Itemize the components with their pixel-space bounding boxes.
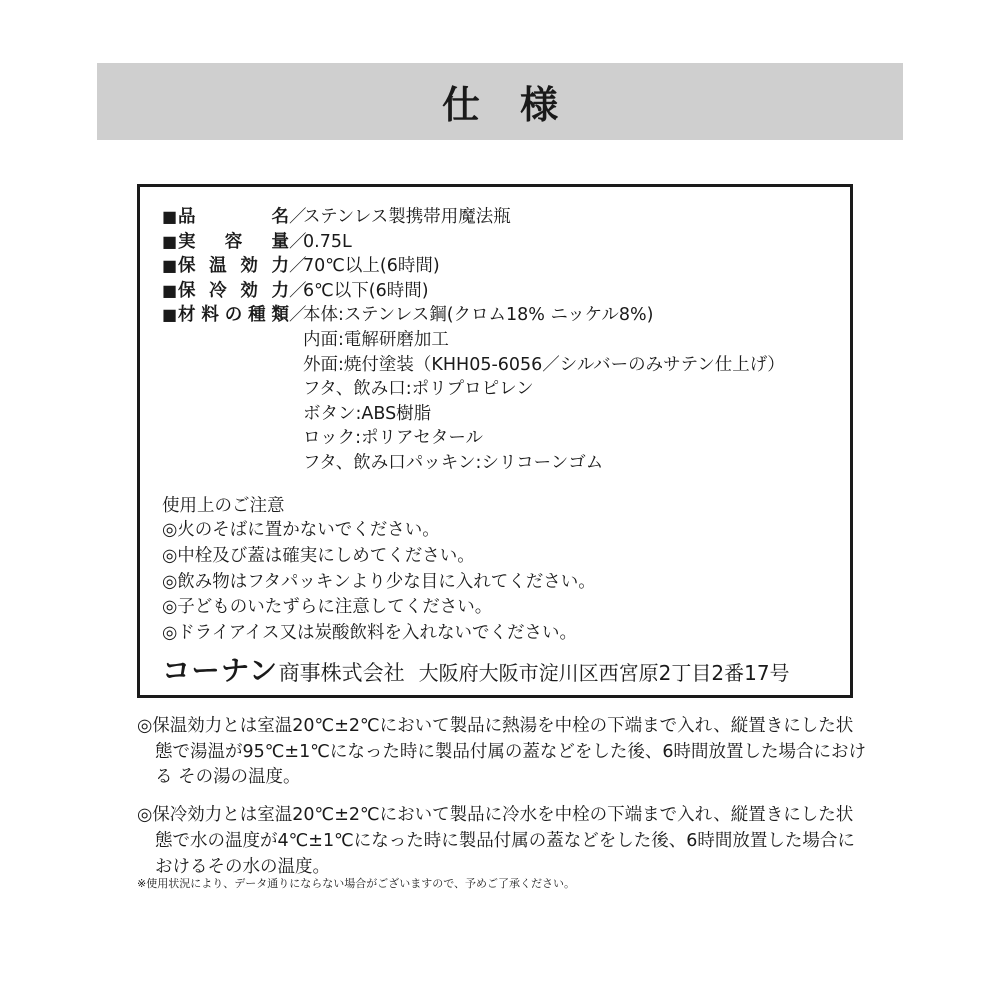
spec-separator: ／	[289, 256, 307, 277]
spec-row-cold-retention	[162, 279, 842, 304]
usage-cautions	[162, 495, 842, 647]
material-packing: フタ、飲み口パッキン:シリコーンゴム	[303, 452, 604, 473]
cautions-title: 使用上のご注意	[162, 496, 285, 516]
notes-section	[137, 714, 867, 892]
caution-item: ◎中栓及び蓋は確実にしめてください。	[162, 545, 475, 566]
spec-separator: ／	[289, 305, 307, 326]
bullet-square: ■	[162, 231, 178, 251]
spec-row-heat-retention	[162, 254, 842, 279]
spec-value: 6℃以下(6時間)	[303, 280, 429, 301]
bullet-square: ■	[162, 280, 178, 300]
material-lid: フタ、飲み口:ポリプロピレン	[303, 379, 534, 400]
material-button: ボタン:ABS樹脂	[303, 403, 432, 424]
spec-label: 材料の種類	[178, 305, 289, 326]
spec-label: 保冷効力	[178, 280, 289, 301]
fine-print: ※使用状況により、データ通りにならない場合がございますので、予めご了承ください。	[137, 877, 575, 890]
spec-label: 品名	[178, 207, 289, 227]
company-suffix: 商事株式会社	[278, 661, 405, 685]
bullet-square: ■	[162, 305, 178, 325]
spec-label: 実容量	[178, 231, 289, 252]
spec-value: 70℃以上(6時間)	[303, 256, 440, 277]
spec-value: 本体:ステンレス鋼(クロム18% ニッケル8%)	[303, 305, 654, 326]
bullet-square: ■	[162, 256, 178, 276]
note-heat-retention: ◎保温効力とは室温20℃±2℃において製品に熱湯を中栓の下端まで入れ、縦置きにした状態で湯温が95℃±1℃になった時に製品付属の蓋などをした後、6時間放置した場合における その湯の温度。	[137, 716, 867, 788]
company-logo: コーナン	[162, 656, 279, 687]
spec-separator: ／	[289, 231, 307, 252]
company-address: 大阪府大阪市淀川区西宮原2丁目2番17号	[418, 661, 790, 685]
material-lock: ロック:ポリアセタール	[303, 428, 484, 449]
bullet-square: ■	[162, 207, 178, 226]
material-inner: 内面:電解研磨加工	[303, 329, 449, 350]
spec-label: 保温効力	[178, 256, 289, 277]
caution-item: ◎子どものいたずらに注意してください。	[162, 597, 493, 618]
spec-row-product-name	[162, 205, 842, 230]
caution-item: ◎ドライアイス又は炭酸飲料を入れないでください。	[162, 623, 577, 644]
caution-item: ◎火のそばに置かないでください。	[162, 520, 440, 540]
spec-row-materials	[162, 303, 842, 328]
spec-value: ステンレス製携帯用魔法瓶	[303, 207, 511, 227]
spec-row-capacity	[162, 230, 842, 255]
page-title: 仕様	[441, 83, 598, 127]
caution-item: ◎飲み物はフタパッキンより少な目に入れてください。	[162, 571, 596, 592]
company-info	[162, 649, 842, 688]
note-cold-retention: ◎保冷効力とは室温20℃±2℃において製品に冷水を中栓の下端まで入れ、縦置きにした状態で水の温度が4℃±1℃になった時に製品付属の蓋などをした後、6時間放置した場合におけるその水の温度。	[137, 805, 855, 877]
title-banner	[97, 63, 903, 140]
spec-separator: ／	[289, 207, 307, 227]
spec-separator: ／	[289, 280, 307, 301]
material-outer: 外面:焼付塗装（KHH05-6056／シルバーのみサテン仕上げ）	[303, 354, 785, 375]
spec-list	[162, 205, 842, 476]
specification-box	[137, 184, 853, 698]
spec-value: 0.75L	[303, 231, 352, 252]
